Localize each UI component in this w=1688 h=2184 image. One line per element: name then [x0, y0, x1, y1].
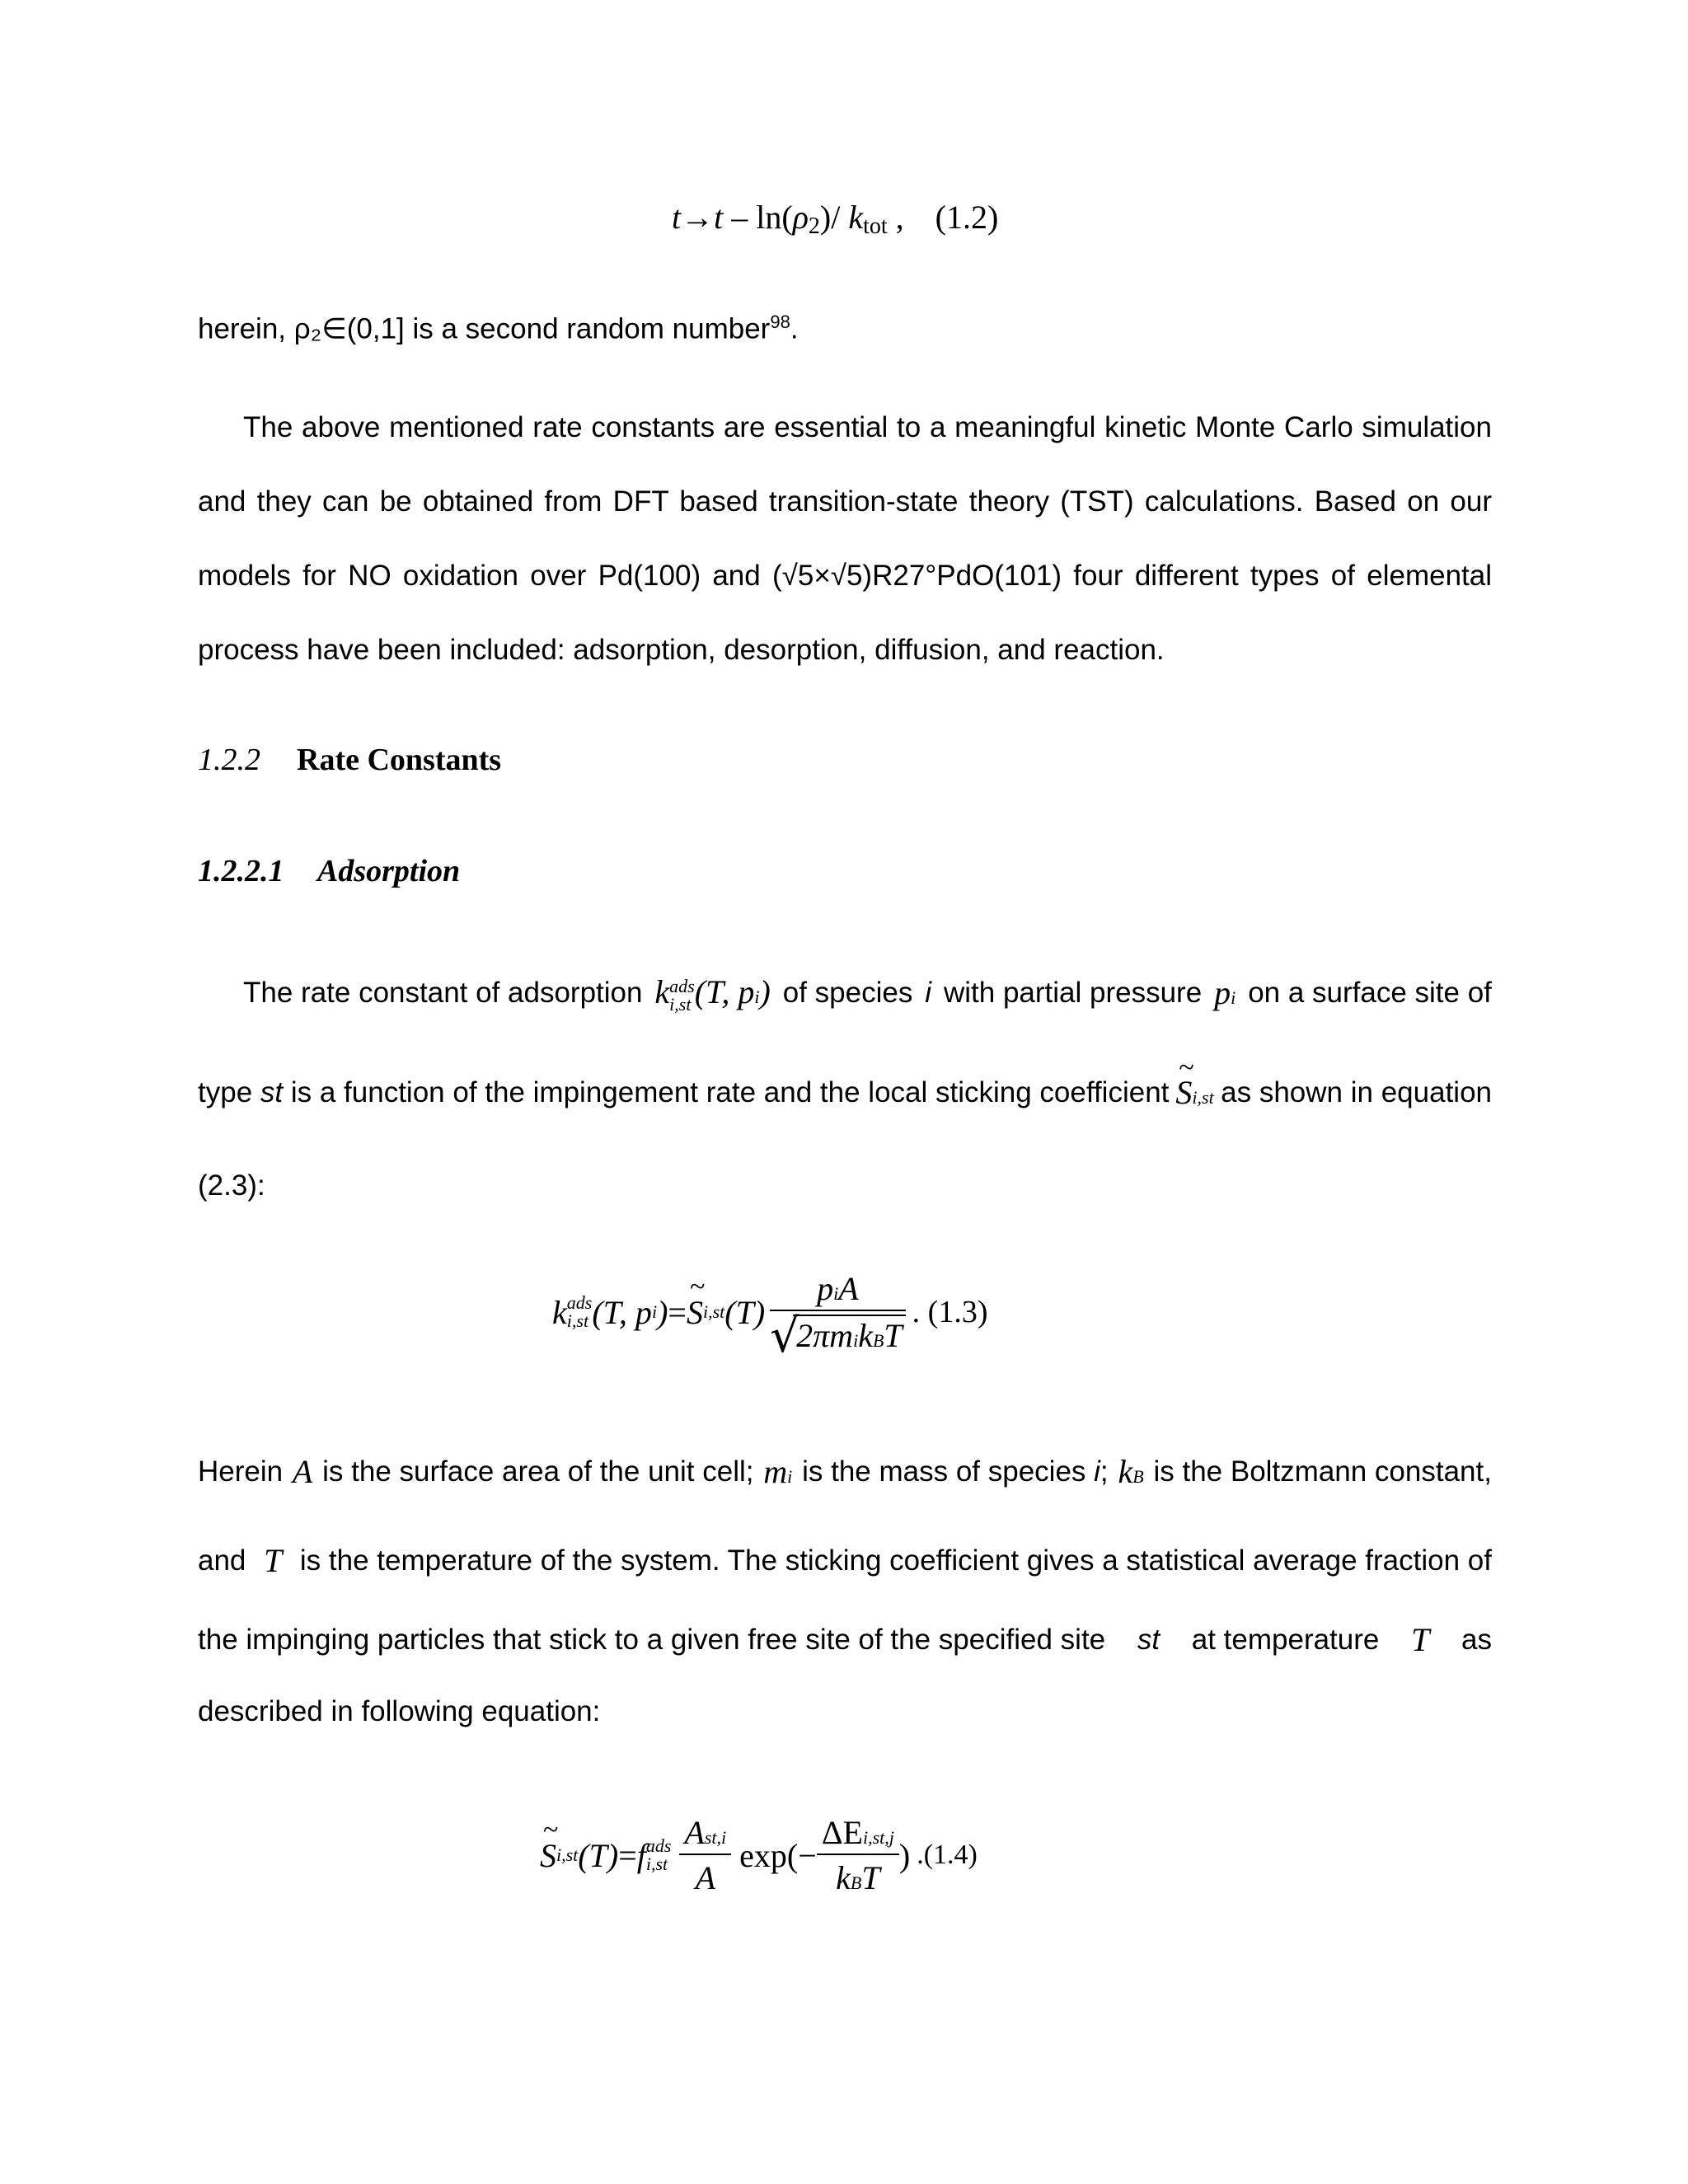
eq-symbol: ρ [792, 199, 809, 236]
math-superscript: ads [566, 1292, 593, 1313]
paragraph-text: on a surface site of [1248, 976, 1492, 1009]
math-subscript: B [872, 1330, 884, 1351]
fraction [770, 1269, 906, 1363]
paragraph-line: described in following equation: [198, 1695, 601, 1727]
eq-symbol: ln( [756, 199, 793, 236]
math-subscript: i [754, 987, 760, 1007]
eq-symbol: t [672, 199, 682, 236]
equation-label: (1.2) [935, 199, 999, 236]
math-subscript: i [651, 1301, 658, 1322]
radicand [793, 1315, 906, 1355]
equation-label: . (1.3) [912, 1295, 988, 1329]
paragraph-text: is the surface area of the unit cell; [322, 1455, 754, 1488]
math-symbol: ΔE [821, 1814, 863, 1851]
math-symbol: (T) [578, 1836, 619, 1874]
eq-subscript: 2 [808, 213, 820, 239]
paragraph-line [198, 1541, 1492, 1581]
equation-1-4 [540, 1813, 978, 1897]
math-symbol: k [1118, 1453, 1133, 1490]
paragraph-line [198, 1452, 1492, 1492]
math-symbol: ) [657, 1293, 668, 1331]
inline-math-k-ads [654, 972, 770, 1014]
math-operator: = [668, 1293, 687, 1331]
fraction-denominator [770, 1310, 906, 1363]
math-subscript: i,st [645, 1854, 668, 1874]
paragraph-italic: st [1137, 1624, 1160, 1656]
inline-math-t: T [264, 1542, 283, 1579]
fraction [679, 1813, 731, 1897]
subsection-title: Adsorption [317, 854, 461, 888]
math-symbol: f [636, 1836, 646, 1874]
math-symbol: A [684, 1814, 705, 1851]
paragraph-herein-rho [198, 312, 1492, 347]
eq-symbol: – [723, 199, 757, 236]
eq-symbol: )/ [819, 199, 849, 236]
math-symbol: ~ S [1175, 1073, 1192, 1113]
math-symbol: p [1214, 973, 1231, 1011]
math-subscript: B [1132, 1466, 1144, 1487]
paragraph-italic: st [260, 1076, 284, 1108]
eq-symbol: t [714, 199, 724, 236]
paragraph-text: the impinging particles that stick to a given free site of the specified site [198, 1624, 1106, 1656]
citation-superscript: 98 [770, 312, 790, 332]
fraction-denominator [817, 1855, 899, 1897]
math-symbol: k [836, 1859, 851, 1896]
math-symbol: k [654, 973, 670, 1010]
fraction-denominator: A [695, 1859, 716, 1896]
paragraph-line: The above mentioned rate constants are essential to a meaningful kinetic Monte Carlo simulation [243, 411, 1492, 443]
inline-math-t: T [1411, 1621, 1430, 1658]
paragraph-text [802, 1455, 1109, 1489]
paragraph-line: (2.3): [198, 1169, 265, 1202]
math-subscript: i [833, 1283, 839, 1304]
math-superscript: ads [645, 1835, 672, 1856]
math-subscript: i [787, 1466, 793, 1487]
paragraph-text: of species [782, 976, 913, 1009]
fraction [817, 1813, 899, 1897]
paragraph-text: with partial pressure [943, 976, 1203, 1009]
math-symbol: T [861, 1859, 880, 1896]
paragraph-italic: i [925, 976, 932, 1009]
math-symbol: (T, p [694, 973, 755, 1010]
paragraph-line [198, 1620, 1492, 1660]
paragraph-line [243, 972, 1492, 1014]
math-function: exp(− [739, 1836, 817, 1874]
paragraph-italic: i [1094, 1455, 1100, 1488]
paragraph-text: ; [1100, 1455, 1109, 1488]
subsection-heading [198, 853, 460, 889]
subsection-number: 1.2.2.1 [198, 854, 284, 888]
paragraph-text: type [198, 1076, 253, 1108]
math-symbol: p [817, 1270, 834, 1307]
math-symbol: ~ S [687, 1293, 703, 1332]
inline-math-k-b [1118, 1452, 1143, 1492]
paragraph-text: is the temperature of the system. The sticking coefficient gives a statistical average fraction of [299, 1544, 1492, 1577]
paragraph-line: process have been included: adsorption, desorption, diffusion, and reaction. [198, 634, 1165, 666]
math-symbol: (T) [724, 1293, 766, 1331]
eq-subscript: tot [863, 213, 888, 239]
math-symbol: A [838, 1270, 859, 1307]
math-superscript: ads [669, 975, 695, 996]
paragraph-text: is a function of the impingement rate and the local sticking coefficient [290, 1076, 1170, 1108]
math-symbol: k [552, 1293, 567, 1331]
math-subscript: i [853, 1330, 859, 1351]
paragraph-text: as [1461, 1624, 1492, 1656]
fraction-numerator [770, 1269, 906, 1311]
paragraph-line [198, 1073, 1492, 1113]
paragraph-text: at temperature [1191, 1624, 1380, 1656]
math-subscript: i [1231, 987, 1236, 1008]
equation-1-2 [672, 198, 998, 240]
math-subscript: i,st [566, 1310, 589, 1331]
math-symbol: ~ S [540, 1836, 556, 1875]
eq-symbol: → [681, 199, 715, 236]
section-heading [198, 742, 501, 778]
math-subscript: i,st [702, 1301, 725, 1322]
paragraph-text: is the Boltzmann constant, [1153, 1455, 1492, 1488]
math-operator: = [618, 1836, 637, 1874]
paragraph-text: as shown in equation [1221, 1076, 1492, 1108]
math-subscript: i,st [669, 993, 692, 1015]
paragraph-text: Herein [198, 1455, 284, 1488]
inline-math-s-ist [1175, 1073, 1213, 1113]
math-symbol: k [858, 1317, 873, 1354]
section-number: 1.2.2 [198, 743, 260, 777]
equation-1-3 [552, 1269, 988, 1363]
math-symbol: T [884, 1317, 903, 1354]
paragraph-line: and they can be obtained from DFT based transition-state theory (TST) calculations. Based on our [198, 485, 1492, 518]
math-symbol: (T, p [592, 1293, 652, 1331]
eq-symbol: , [887, 199, 904, 236]
paragraph-text: The rate constant of adsorption [243, 976, 643, 1009]
math-symbol: 2πm [796, 1317, 854, 1354]
paragraph-text: herein, ρ₂∈(0,1] is a second random number [198, 312, 771, 345]
section-title: Rate Constants [297, 743, 502, 777]
math-symbol: ) [759, 973, 771, 1010]
math-subscript: i,st [556, 1844, 579, 1865]
paragraph-text: . [790, 312, 799, 345]
square-root: √ 2πmikBT [770, 1315, 906, 1355]
fraction-numerator [817, 1813, 899, 1855]
inline-math-m-i [763, 1452, 792, 1492]
math-subscript: B [850, 1872, 862, 1893]
eq-symbol: k [848, 199, 864, 236]
math-symbol: m [763, 1453, 788, 1490]
paragraph-text: and [198, 1544, 246, 1577]
inline-math-a: A [292, 1453, 313, 1490]
paragraph-text: is the mass of species [802, 1455, 1086, 1488]
math-subscript: st,i [704, 1827, 727, 1848]
math-subscript: i,st [1192, 1087, 1214, 1108]
paragraph-line: models for NO oxidation over Pd(100) and (√5×√5)R27°PdO(101) four different types of elemental [198, 560, 1492, 592]
fraction-numerator [679, 1813, 731, 1855]
math-symbol: ) [898, 1836, 911, 1874]
math-subscript: i,st,j [862, 1827, 894, 1848]
inline-math-p-i [1214, 973, 1236, 1013]
equation-label: .(1.4) [917, 1840, 978, 1870]
